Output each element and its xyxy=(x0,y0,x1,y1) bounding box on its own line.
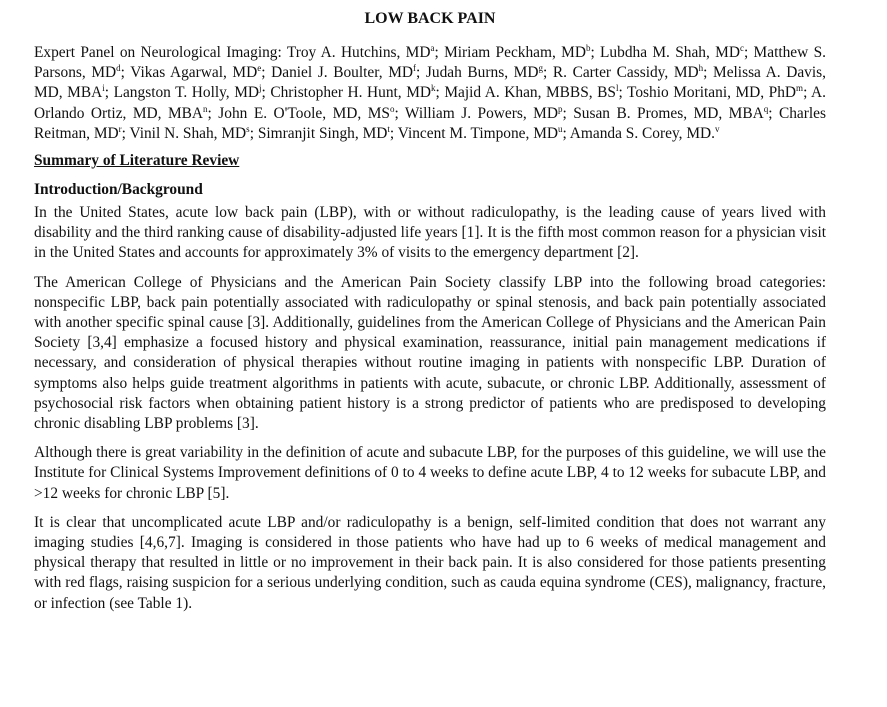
author-name: Toshio Moritani, MD, PhD xyxy=(627,84,797,102)
author-affiliation-mark: b xyxy=(585,42,591,53)
author-entry xyxy=(114,84,271,101)
author-separator: ; xyxy=(562,124,570,142)
paragraph-3: Although there is great variability in the definition of acute and subacute LBP, for the purposes of this guideline, we will use the Institute for Clinical Systems Improvement definitions of 0 to 4 weeks to define acute LBP, 4 to 12 weeks for subacute LBP, and >12 weeks for chronic LBP [5]. xyxy=(34,444,826,502)
author-entry xyxy=(405,105,573,122)
author-affiliation-mark: s xyxy=(246,123,250,134)
author-affiliation-mark: f xyxy=(413,63,417,74)
author-separator: ; xyxy=(394,104,405,122)
author-affiliation-mark: q xyxy=(763,103,769,114)
author-entry xyxy=(218,105,405,122)
author-affiliation-mark: c xyxy=(739,42,744,53)
panel-prefix: Expert Panel on Neurological Imaging: xyxy=(34,44,287,61)
paragraph-4: It is clear that uncomplicated acute LBP and/or radiculopathy is a benign, self-limited condition that does not warrant any imaging studies [4,6,7]. Imaging is considered in those patients who have had up to 6 weeks of medical management and physical therapy that resulted in little or no improvement in their back pain. It is also considered for those patients presenting with red flags, raising suspicion for a serious underlying condition, such as cauda equina syndrome (CES), malignancy, fracture, or infection (see Table 1). xyxy=(34,513,826,612)
author-separator: ; xyxy=(207,104,219,122)
author-name: Melissa A. Davis, MD, MBA xyxy=(34,64,826,102)
author-affiliation-mark: j xyxy=(259,83,262,94)
author-entry xyxy=(130,64,271,81)
author-name: A. Orlando Ortiz, MD, MBA xyxy=(34,84,826,122)
author-entry xyxy=(627,84,811,101)
author-entry xyxy=(398,125,570,142)
author-name: Charles Reitman, MD xyxy=(34,104,826,142)
author-separator: ; xyxy=(703,64,714,82)
author-name: Miriam Peckham, MD xyxy=(444,44,586,61)
author-name: Majid A. Khan, MBBS, BS xyxy=(444,84,616,102)
author-name: William J. Powers, MD xyxy=(404,104,558,122)
section-heading: Summary of Literature Review xyxy=(34,152,240,170)
author-name: Langston T. Holly, MD xyxy=(113,84,259,102)
author-affiliation-mark: a xyxy=(430,42,435,53)
author-affiliation-mark: m xyxy=(796,83,804,94)
author-entry xyxy=(444,84,627,101)
author-entry xyxy=(553,64,713,81)
author-name: Vinil N. Shah, MD xyxy=(129,124,247,142)
author-affiliation-mark: n xyxy=(203,103,208,114)
author-affiliation-mark: e xyxy=(257,63,262,74)
author-separator: ; xyxy=(434,44,445,61)
author-name: Matthew S. Parsons, MD xyxy=(34,44,826,82)
author-affiliation-mark: h xyxy=(698,63,704,74)
author-name: Troy A. Hutchins, MD xyxy=(286,44,431,61)
author-separator: ; xyxy=(120,64,131,82)
author-separator: ; xyxy=(542,64,553,82)
author-separator: ; xyxy=(435,84,445,102)
author-entry xyxy=(600,44,754,61)
paragraph-2: The American College of Physicians and the American Pain Society classify LBP into the following broad categories: nonspecific LBP, back pain potentially associated with radiculopathy or spinal stenosis, and back pain potentially associated with another specific spinal cause [3]. Additionally, guidelines from the American College of Physicians and the American Pain Society [3,4] emphasize a focused history and physical examination, reassurance, initial pain management medications if necessary, and consideration of physical therapies without routine imaging in patients with nonspecific LBP. Duration of symptoms also helps guide treatment algorithms in patients with acute, subacute, or chronic LBP. Additionally, assessment of psychosocial risk factors when obtaining patient history is a strong predictor of patients who are predisposed to developing chronic disabling LBP problems [3]. xyxy=(34,273,826,433)
author-separator: ; xyxy=(618,84,628,102)
author-affiliation-mark: t xyxy=(387,123,390,134)
author-name: Vincent M. Timpone, MD xyxy=(397,124,559,142)
author-name: Susan B. Promes, MD, MBA xyxy=(573,104,764,122)
author-separator: ; xyxy=(261,84,271,102)
author-entry xyxy=(570,125,720,142)
sub-heading: Introduction/Background xyxy=(34,181,203,199)
author-entry xyxy=(444,44,600,61)
author-separator: ; xyxy=(121,124,130,142)
author-entry xyxy=(271,64,426,81)
author-affiliation-mark: u xyxy=(558,123,563,134)
author-affiliation-mark: o xyxy=(389,103,395,114)
author-name: R. Carter Cassidy, MD xyxy=(552,64,699,82)
author-affiliation-mark: r xyxy=(118,123,122,134)
author-entry xyxy=(130,125,258,142)
author-separator: ; xyxy=(562,104,574,122)
author-affiliation-mark: d xyxy=(116,63,121,74)
author-entry xyxy=(426,64,553,81)
author-name: Judah Burns, MD xyxy=(425,64,539,82)
author-separator: ; xyxy=(743,44,754,61)
author-name: Lubdha M. Shah, MD xyxy=(600,44,740,61)
author-entry xyxy=(258,125,398,142)
author-entry xyxy=(270,84,444,101)
author-entry xyxy=(573,105,779,122)
author-affiliation-mark: g xyxy=(538,63,543,74)
author-affiliation-mark: l xyxy=(615,83,619,94)
author-separator: ; xyxy=(104,84,114,102)
author-affiliation-mark: i xyxy=(102,83,105,94)
author-separator: ; xyxy=(416,64,426,82)
paragraph-1: In the United States, acute low back pain (LBP), with or without radiculopathy, is the leading cause of years lived with disability and the third ranking cause of disability-adjusted life years [1]. It is the fifth most common reason for a physician visit in the United States and accounts for approximately 3% of visits to the emergency department [2]. xyxy=(34,204,826,262)
author-entry xyxy=(287,44,444,61)
author-affiliation-mark: p xyxy=(557,103,563,114)
author-separator: ; xyxy=(768,104,779,122)
author-name: Simranjit Singh, MD xyxy=(257,124,388,142)
author-affiliation-mark: v xyxy=(715,123,720,134)
author-separator: ; xyxy=(590,44,601,61)
author-separator: ; xyxy=(261,64,272,82)
author-separator: ; xyxy=(803,84,812,102)
author-name: Christopher H. Hunt, MD xyxy=(270,84,431,102)
document-page xyxy=(34,0,826,614)
author-name: Amanda S. Corey, MD. xyxy=(569,124,715,142)
document-title: LOW BACK PAIN xyxy=(364,10,496,27)
author-separator: ; xyxy=(389,124,398,142)
author-separator: ; xyxy=(249,124,258,142)
author-affiliation-mark: k xyxy=(431,83,436,94)
author-list xyxy=(34,43,826,144)
author-name: Vikas Agarwal, MD xyxy=(130,64,258,82)
author-name: Daniel J. Boulter, MD xyxy=(271,64,414,82)
author-name: John E. O'Toole, MD, MS xyxy=(218,104,390,122)
